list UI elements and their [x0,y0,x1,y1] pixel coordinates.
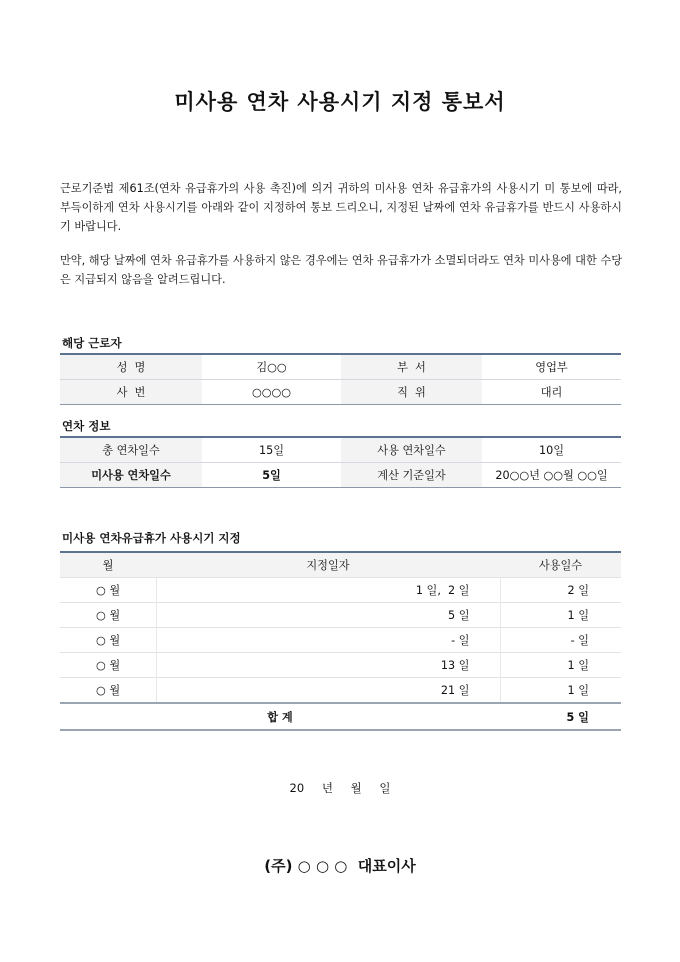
row-month: ○ 월 [60,653,156,678]
row-month: ○ 월 [60,628,156,653]
empno-value: ○○○○ [202,380,341,405]
dept-label: 부 서 [341,354,482,380]
schedule-row [60,628,621,653]
row-days: 2 일 [500,578,621,603]
row-month: ○ 월 [60,678,156,704]
leave-row [60,463,621,488]
used-leave-value: 10일 [538,444,565,457]
row-dates: 21 일 [156,678,500,704]
schedule-section-title: 미사용 연차유급휴가 사용시기 지정 [62,531,241,545]
row-days: 1 일 [500,603,621,628]
schedule-header-row [60,552,621,578]
leave-row [60,437,621,463]
total-leave-value: 15일 [258,444,285,457]
row-month: ○ 월 [60,578,156,603]
company-signature: (주) ○ ○ ○ 대표이사 [264,857,416,875]
header-month: 월 [60,552,156,578]
schedule-row [60,678,621,704]
leave-table [60,436,621,488]
position-value: 대리 [482,380,621,405]
base-date-label: 계산 기준일자 [341,463,482,488]
worker-row [60,354,621,380]
schedule-row [60,603,621,628]
unused-leave-value: 5일 [202,463,341,488]
position-label: 직 위 [341,380,482,405]
schedule-total-row [60,703,621,730]
name-label: 성 명 [60,354,202,380]
header-days: 사용일수 [500,552,621,578]
row-days: 1 일 [500,653,621,678]
total-value: 5 일 [500,703,621,730]
schedule-row [60,653,621,678]
dept-value: 영업부 [535,361,568,374]
used-leave-label: 사용 연차일수 [341,437,482,463]
name-value: 김○○ [256,361,287,374]
document-title: 미사용 연차 사용시기 지정 통보서 [174,90,506,114]
row-days: 1 일 [500,678,621,704]
schedule-table [60,551,621,731]
worker-table [60,353,621,405]
worker-section-title: 해당 근로자 [62,336,122,350]
row-dates: 1 일, 2 일 [156,578,500,603]
row-days: - 일 [500,628,621,653]
issue-date: 20 년 월 일 [289,781,391,795]
warning-paragraph: 만약, 해당 날짜에 연차 유급휴가를 사용하지 않은 경우에는 연차 유급휴가가 소멸되더라도 연차 미사용에 대한 수당은 지급되지 않음을 알려드립니다. [60,254,622,286]
total-label: 합 계 [60,703,500,730]
unused-leave-label: 미사용 연차일수 [60,463,202,488]
base-date-value: 20○○년 ○○월 ○○일 [482,463,621,488]
total-leave-label: 총 연차일수 [60,437,202,463]
row-dates: - 일 [156,628,500,653]
worker-row [60,380,621,405]
row-dates: 13 일 [156,653,500,678]
header-dates: 지정일자 [156,552,500,578]
leave-section-title: 연차 정보 [62,419,111,433]
empno-label: 사 번 [60,380,202,405]
intro-paragraph: 근로기준법 제61조(연차 유급휴가의 사용 촉진)에 의거 귀하의 미사용 연차 유급휴가의 사용시기 미 통보에 따라, 부득이하게 연차 사용시기를 아래와 같이 지정하여 통보 드리오니, 지정된 날짜에 연차 유급휴가를 반드시 사용하시기 바랍니다. [60,182,622,233]
row-dates: 5 일 [156,603,500,628]
schedule-row [60,578,621,603]
row-month: ○ 월 [60,603,156,628]
